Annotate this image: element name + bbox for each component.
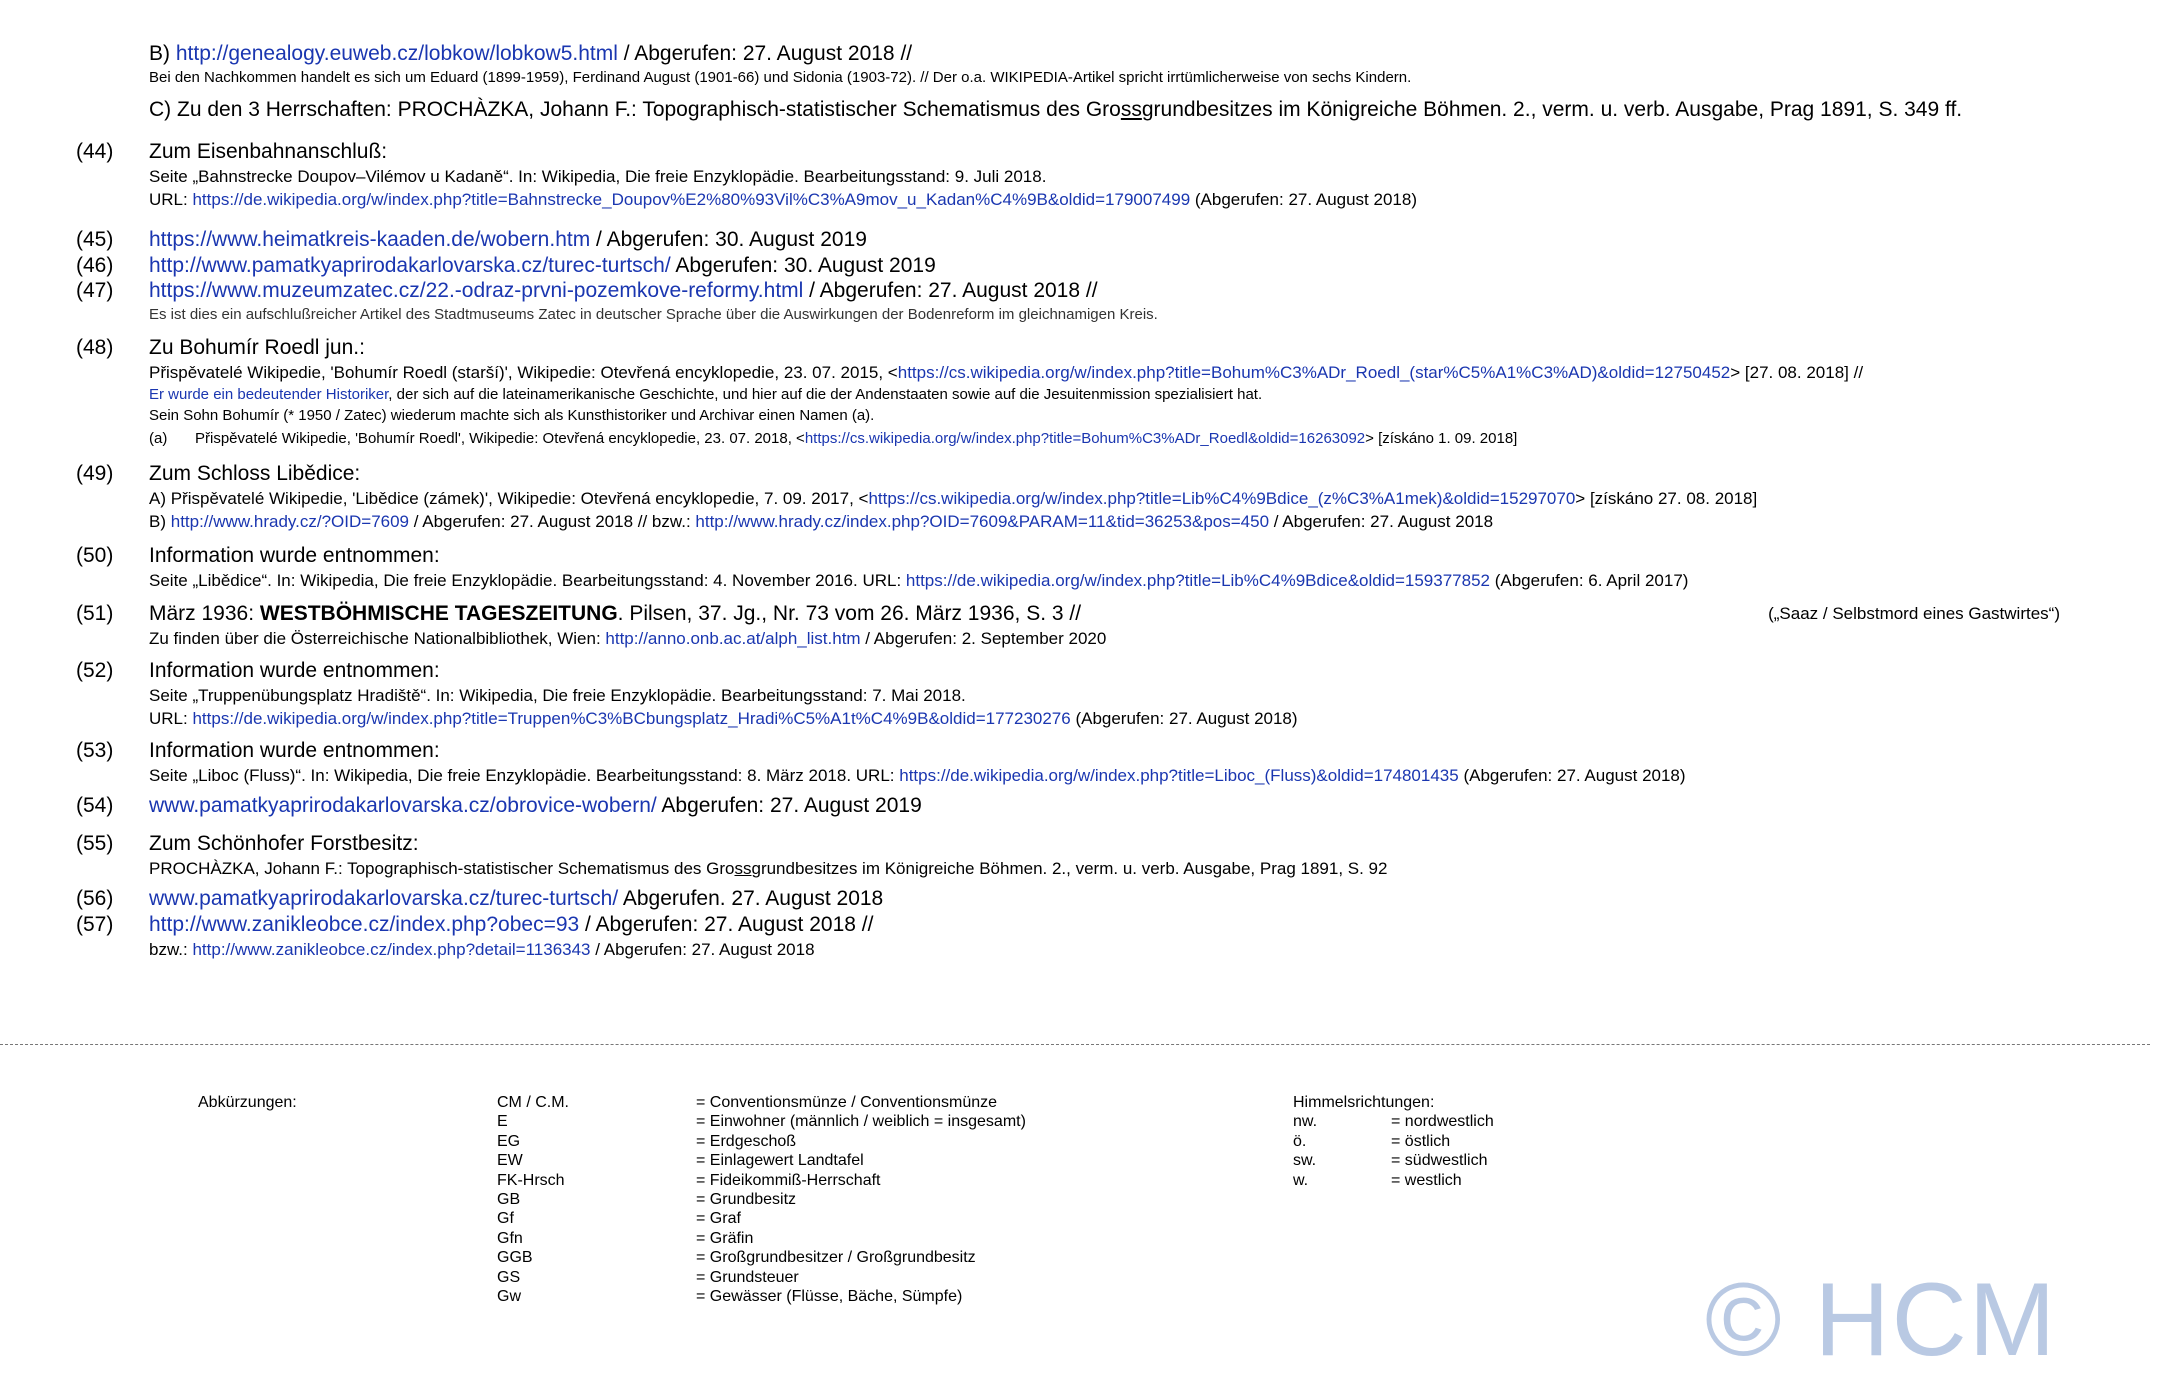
entry-title: Information wurde entnommen: — [149, 544, 440, 567]
entry-55: (55) Zum Schönhofer Forstbesitz: PROCHÀZKA, Johann F.: Topographisch-statistischer Schematismus des Grossgrundbesitzes im Königreiche Böhmen. 2., verm. u. verb. Ausgabe, Prag 1891, S. 92 — [76, 830, 2156, 880]
entry-46: (46) http://www.pamatkyaprirodakarlovarska.cz/turec-turtsch/ Abgerufen: 30. August 2019 — [76, 254, 936, 277]
entry-45: (45) https://www.heimatkreis-kaaden.de/wobern.htm / Abgerufen: 30. August 2019 — [76, 228, 867, 251]
link[interactable]: https://www.heimatkreis-kaaden.de/wobern.htm — [149, 228, 591, 251]
entry-title: Information wurde entnommen: — [149, 739, 440, 762]
dir-code: w. — [1293, 1171, 1309, 1189]
link[interactable]: https://de.wikipedia.org/w/index.php?title=Liboc_(Fluss)&oldid=174801435 — [899, 766, 1459, 785]
entry-title: Zum Eisenbahnanschluß: — [149, 140, 388, 163]
entry-43-b: B) http://genealogy.euweb.cz/lobkow/lobkow5.html / Abgerufen: 27. August 2018 // Bei den Nachkommen handelt es sich um Eduard (1899-1959), Ferdinand August (1901-66) und Sidonia (1903-72). // Der o.a. WIKIPEDIA-Artikel spricht irrtümlicherweise von sechs Kindern. — [76, 40, 2156, 88]
link[interactable]: www.pamatkyaprirodakarlovarska.cz/obrovice-wobern/ — [149, 794, 657, 817]
entry-title: Zu Bohumír Roedl jun.: — [149, 336, 365, 359]
entry-51: (51) („Saaz / Selbstmord eines Gastwirtes“) März 1936: WESTBÖHMISCHE TAGESZEITUNG. Pilsen, 37. Jg., Nr. 73 vom 26. März 1936, S. 3 // Zu finden über die Österreichische Nationalbibliothek, Wien: http://anno.onb.ac.at/alph_list.htm / Abgerufen: 2. September 2020 — [76, 602, 2060, 648]
abbr-code: EG — [497, 1132, 521, 1150]
link[interactable]: Er wurde ein bedeutender Historiker — [149, 386, 389, 403]
link[interactable]: http://www.zanikleobce.cz/index.php?obec=93 — [149, 913, 580, 936]
entry-number: (55) — [76, 832, 114, 855]
directions-block — [1293, 1093, 1494, 1190]
link[interactable]: http://www.pamatkyaprirodakarlovarska.cz/turec-turtsch/ — [149, 254, 671, 277]
link[interactable]: http://anno.onb.ac.at/alph_list.htm — [605, 629, 861, 648]
abbr-code: Gw — [497, 1288, 521, 1306]
abbr-meaning: = Gräfin — [696, 1229, 754, 1247]
abbr-meaning: = Conventionsmünze / Conventionsmünze — [696, 1094, 998, 1111]
entry-52: (52) Information wurde entnommen: Seite „Truppenübungsplatz Hradiště“. In: Wikipedia, Die freie Enzyklopädie. Bearbeitungsstand: 7. Mai 2018. URL: https://de.wikipedia.org/w/index.php?title=Truppen%C3%BCbungsplatz_Hradi%C5%A1t%C4%9B&oldid=177230276 (Abgerufen: 27. August 2018) — [76, 657, 2156, 730]
entry-title: Zum Schönhofer Forstbesitz: — [149, 832, 419, 855]
abbr-code: Gfn — [497, 1229, 523, 1247]
link[interactable]: https://de.wikipedia.org/w/index.php?title=Bahnstrecke_Doupov%E2%80%93Vil%C3%A9mov_u_Kadan%C4%9B&oldid=179007499 — [192, 190, 1191, 209]
entry-number: (44) — [76, 140, 114, 163]
entry-50: (50) Information wurde entnommen: Seite „Libědice“. In: Wikipedia, Die freie Enzyklopädie. Bearbeitungsstand: 4. November 2016. URL: https://de.wikipedia.org/w/index.php?title=Lib%C4%9Bdice&oldid=159377852 (Abgerufen: 6. April 2017) — [76, 542, 2156, 592]
abbreviation-meanings — [696, 1093, 1026, 1306]
entry-number: (51) — [76, 602, 114, 625]
entry-44: (44) Zum Eisenbahnanschluß: Seite „Bahnstrecke Doupov–Vilémov u Kadaně“. In: Wikipedia, Die freie Enzyklopädie. Bearbeitungsstand: 9. Juli 2018. URL: https://de.wikipedia.org/w/index.php?title=Bahnstrecke_Doupov%E2%80%93Vil%C3%A9mov_u_Kadan%C4%9B&oldid=179007499 (Abgerufen: 27. August 2018) — [76, 138, 2156, 211]
entry-56: (56) www.pamatkyaprirodakarlovarska.cz/turec-turtsch/ Abgerufen. 27. August 2018 — [76, 887, 884, 910]
entry-57: (57) http://www.zanikleobce.cz/index.php?obec=93 / Abgerufen: 27. August 2018 // bzw.: http://www.zanikleobce.cz/index.php?detail=1136343 / Abgerufen: 27. August 2018 — [76, 913, 874, 959]
dir-meaning: = östlich — [1391, 1132, 1451, 1150]
entry-number: (56) — [76, 887, 114, 910]
link[interactable]: http://www.zanikleobce.cz/index.php?detail=1136343 — [192, 940, 591, 959]
abbreviations-label: Abkürzungen: — [198, 1094, 297, 1111]
note: Bei den Nachkommen handelt es sich um Eduard (1899-1959), Ferdinand August (1901-66) und Sidonia (1903-72). // Der o.a. WIKIPEDIA-Artikel spricht irrtümlicherweise von sechs Kindern. — [149, 69, 1412, 86]
abbr-meaning: = Fideikommiß-Herrschaft — [696, 1171, 881, 1189]
entry-48: (48) Zu Bohumír Roedl jun.: Přispěvatelé Wikipedie, 'Bohumír Roedl (starší)', Wikipedie: Otevřená encyklopedie, 23. 07. 2015, <https://cs.wikipedia.org/w/index.php?title=Bohum%C3%ADr_Roedl_(star%C5%A1%C3%AD)&oldid=12750452> [27. 08. 2018] // Er wurde ein bedeutender Historiker, der sich auf die lateinamerikanische Geschichte, und hier auf die der Andenstaaten sowie auf die Jesuitenmission spezialisiert hat. Sein Sohn Bohumír (* 1950 / Zatec) wiederum machte sich als Kunsthistoriker und Archivar einen Namen (a). (a) Přispěvatelé Wikipedie, 'Bohumír Roedl', Wikipedie: Otevřená encyklopedie, 23. 07. 2018, <https://cs.wikipedia.org/w/index.php?title=Bohum%C3%ADr_Roedl&oldid=16263092> [získáno 1. 09. 2018] — [76, 334, 2156, 449]
entry-number: (50) — [76, 544, 114, 567]
dir-code: sw. — [1293, 1152, 1317, 1170]
entry-title: Information wurde entnommen: — [149, 659, 440, 682]
abbr-meaning: = Grundbesitz — [696, 1191, 797, 1209]
abbr-code: E — [497, 1113, 508, 1131]
abbr-meaning: = Einlagewert Landtafel — [696, 1152, 864, 1170]
entry-49: (49) Zum Schloss Libědice: A) Přispěvatelé Wikipedie, 'Libědice (zámek)', Wikipedie: Otevřená encyklopedie, 7. 09. 2017, <https://cs.wikipedia.org/w/index.php?title=Lib%C4%9Bdice_(z%C3%A1mek)&oldid=15297070> [získáno 27. 08. 2018] B) http://www.hrady.cz/?OID=7609 / Abgerufen: 27. August 2018 // bzw.: http://www.hrady.cz/index.php?OID=7609&PARAM=11&tid=36253&pos=450 / Abgerufen: 27. August 2018 — [76, 460, 2156, 533]
entry-number: (54) — [76, 794, 114, 817]
entry-53: (53) Information wurde entnommen: Seite „Liboc (Fluss)“. In: Wikipedia, Die freie Enzyklopädie. Bearbeitungsstand: 8. März 2018. URL: https://de.wikipedia.org/w/index.php?title=Liboc_(Fluss)&oldid=174801435 (Abgerufen: 27. August 2018) — [76, 737, 2156, 787]
abbr-code: CM / C.M. — [497, 1094, 569, 1111]
entry-number: (45) — [76, 228, 114, 251]
link[interactable]: https://cs.wikipedia.org/w/index.php?title=Bohum%C3%ADr_Roedl_(star%C5%A1%C3%AD)&oldid=12750452 — [897, 363, 1731, 382]
abbr-meaning: = Gewässer (Flüsse, Bäche, Sümpfe) — [696, 1288, 963, 1306]
abbr-code: EW — [497, 1152, 523, 1170]
entry-43-c: C) Zu den 3 Herrschaften: PROCHÀZKA, Johann F.: Topographisch-statistischer Schematismus des Grossgrundbesitzes im Königreiche Böhmen. 2., verm. u. verb. Ausgabe, Prag 1891, S. 349 ff. — [149, 98, 1963, 121]
link[interactable]: http://www.hrady.cz/?OID=7609 — [170, 512, 410, 531]
entry-number: (53) — [76, 739, 114, 762]
link[interactable]: www.pamatkyaprirodakarlovarska.cz/turec-turtsch/ — [149, 887, 619, 910]
entry-number: (47) — [76, 279, 114, 302]
entry-number: (49) — [76, 462, 114, 485]
dashed-divider — [0, 1044, 2150, 1045]
entry-number: (48) — [76, 336, 114, 359]
abbr-code: GGB — [497, 1249, 533, 1267]
link[interactable]: http://www.hrady.cz/index.php?OID=7609&PARAM=11&tid=36253&pos=450 — [695, 512, 1270, 531]
abbr-code: Gf — [497, 1210, 514, 1228]
abbr-meaning: = Grundsteuer — [696, 1268, 799, 1286]
dir-code: nw. — [1293, 1113, 1318, 1131]
link[interactable]: https://cs.wikipedia.org/w/index.php?title=Lib%C4%9Bdice_(z%C3%A1mek)&oldid=15297070 — [868, 489, 1576, 508]
link[interactable]: http://genealogy.euweb.cz/lobkow/lobkow5.html — [175, 42, 618, 65]
dir-meaning: = nordwestlich — [1391, 1113, 1494, 1131]
copyright-watermark: © HCM — [1705, 1262, 2058, 1378]
entry-47: (47) https://www.muzeumzatec.cz/22.-odraz-prvni-pozemkove-reformy.html / Abgerufen: 27. August 2018 // Es ist dies ein aufschlußreicher Artikel des Stadtmuseums Zatec in deutscher Sprache über die Auswirkungen der Bodenreform im gleichnamigen Kreis. — [76, 277, 2156, 325]
abbr-code: GS — [497, 1268, 521, 1286]
abbreviation-codes — [497, 1093, 569, 1306]
entry-number: (57) — [76, 913, 114, 936]
link[interactable]: https://de.wikipedia.org/w/index.php?title=Truppen%C3%BCbungsplatz_Hradi%C5%A1t%C4%9B&oldid=177230276 — [192, 709, 1071, 728]
dir-meaning: = westlich — [1391, 1171, 1462, 1189]
abbr-code: GB — [497, 1191, 521, 1209]
entry-number: (52) — [76, 659, 114, 682]
entry-title: Zum Schloss Libědice: — [149, 462, 361, 485]
link[interactable]: https://cs.wikipedia.org/w/index.php?title=Bohum%C3%ADr_Roedl&oldid=16263092 — [804, 430, 1366, 447]
entry-54: (54) www.pamatkyaprirodakarlovarska.cz/obrovice-wobern/ Abgerufen: 27. August 2019 — [76, 794, 922, 817]
right-note: („Saaz / Selbstmord eines Gastwirtes“) — [1768, 604, 2060, 623]
dir-code: ö. — [1293, 1132, 1307, 1150]
link[interactable]: https://de.wikipedia.org/w/index.php?title=Lib%C4%9Bdice&oldid=159377852 — [905, 571, 1490, 590]
abbr-meaning: = Großgrundbesitzer / Großgrundbesitz — [696, 1249, 976, 1267]
abbr-meaning: = Erdgeschoß — [696, 1132, 797, 1150]
abbr-meaning: = Graf — [696, 1210, 741, 1228]
directions-label: Himmelsrichtungen: — [1293, 1094, 1435, 1111]
abbr-meaning: = Einwohner (männlich / weiblich = insgesamt) — [696, 1113, 1026, 1131]
link[interactable]: https://www.muzeumzatec.cz/22.-odraz-prvni-pozemkove-reformy.html — [149, 279, 804, 302]
note: Es ist dies ein aufschlußreicher Artikel des Stadtmuseums Zatec in deutscher Sprache über die Auswirkungen der Bodenreform im gleichnamigen Kreis. — [149, 306, 1158, 323]
dir-meaning: = südwestlich — [1391, 1152, 1488, 1170]
entry-number: (46) — [76, 254, 114, 277]
abbr-code: FK-Hrsch — [497, 1171, 565, 1189]
